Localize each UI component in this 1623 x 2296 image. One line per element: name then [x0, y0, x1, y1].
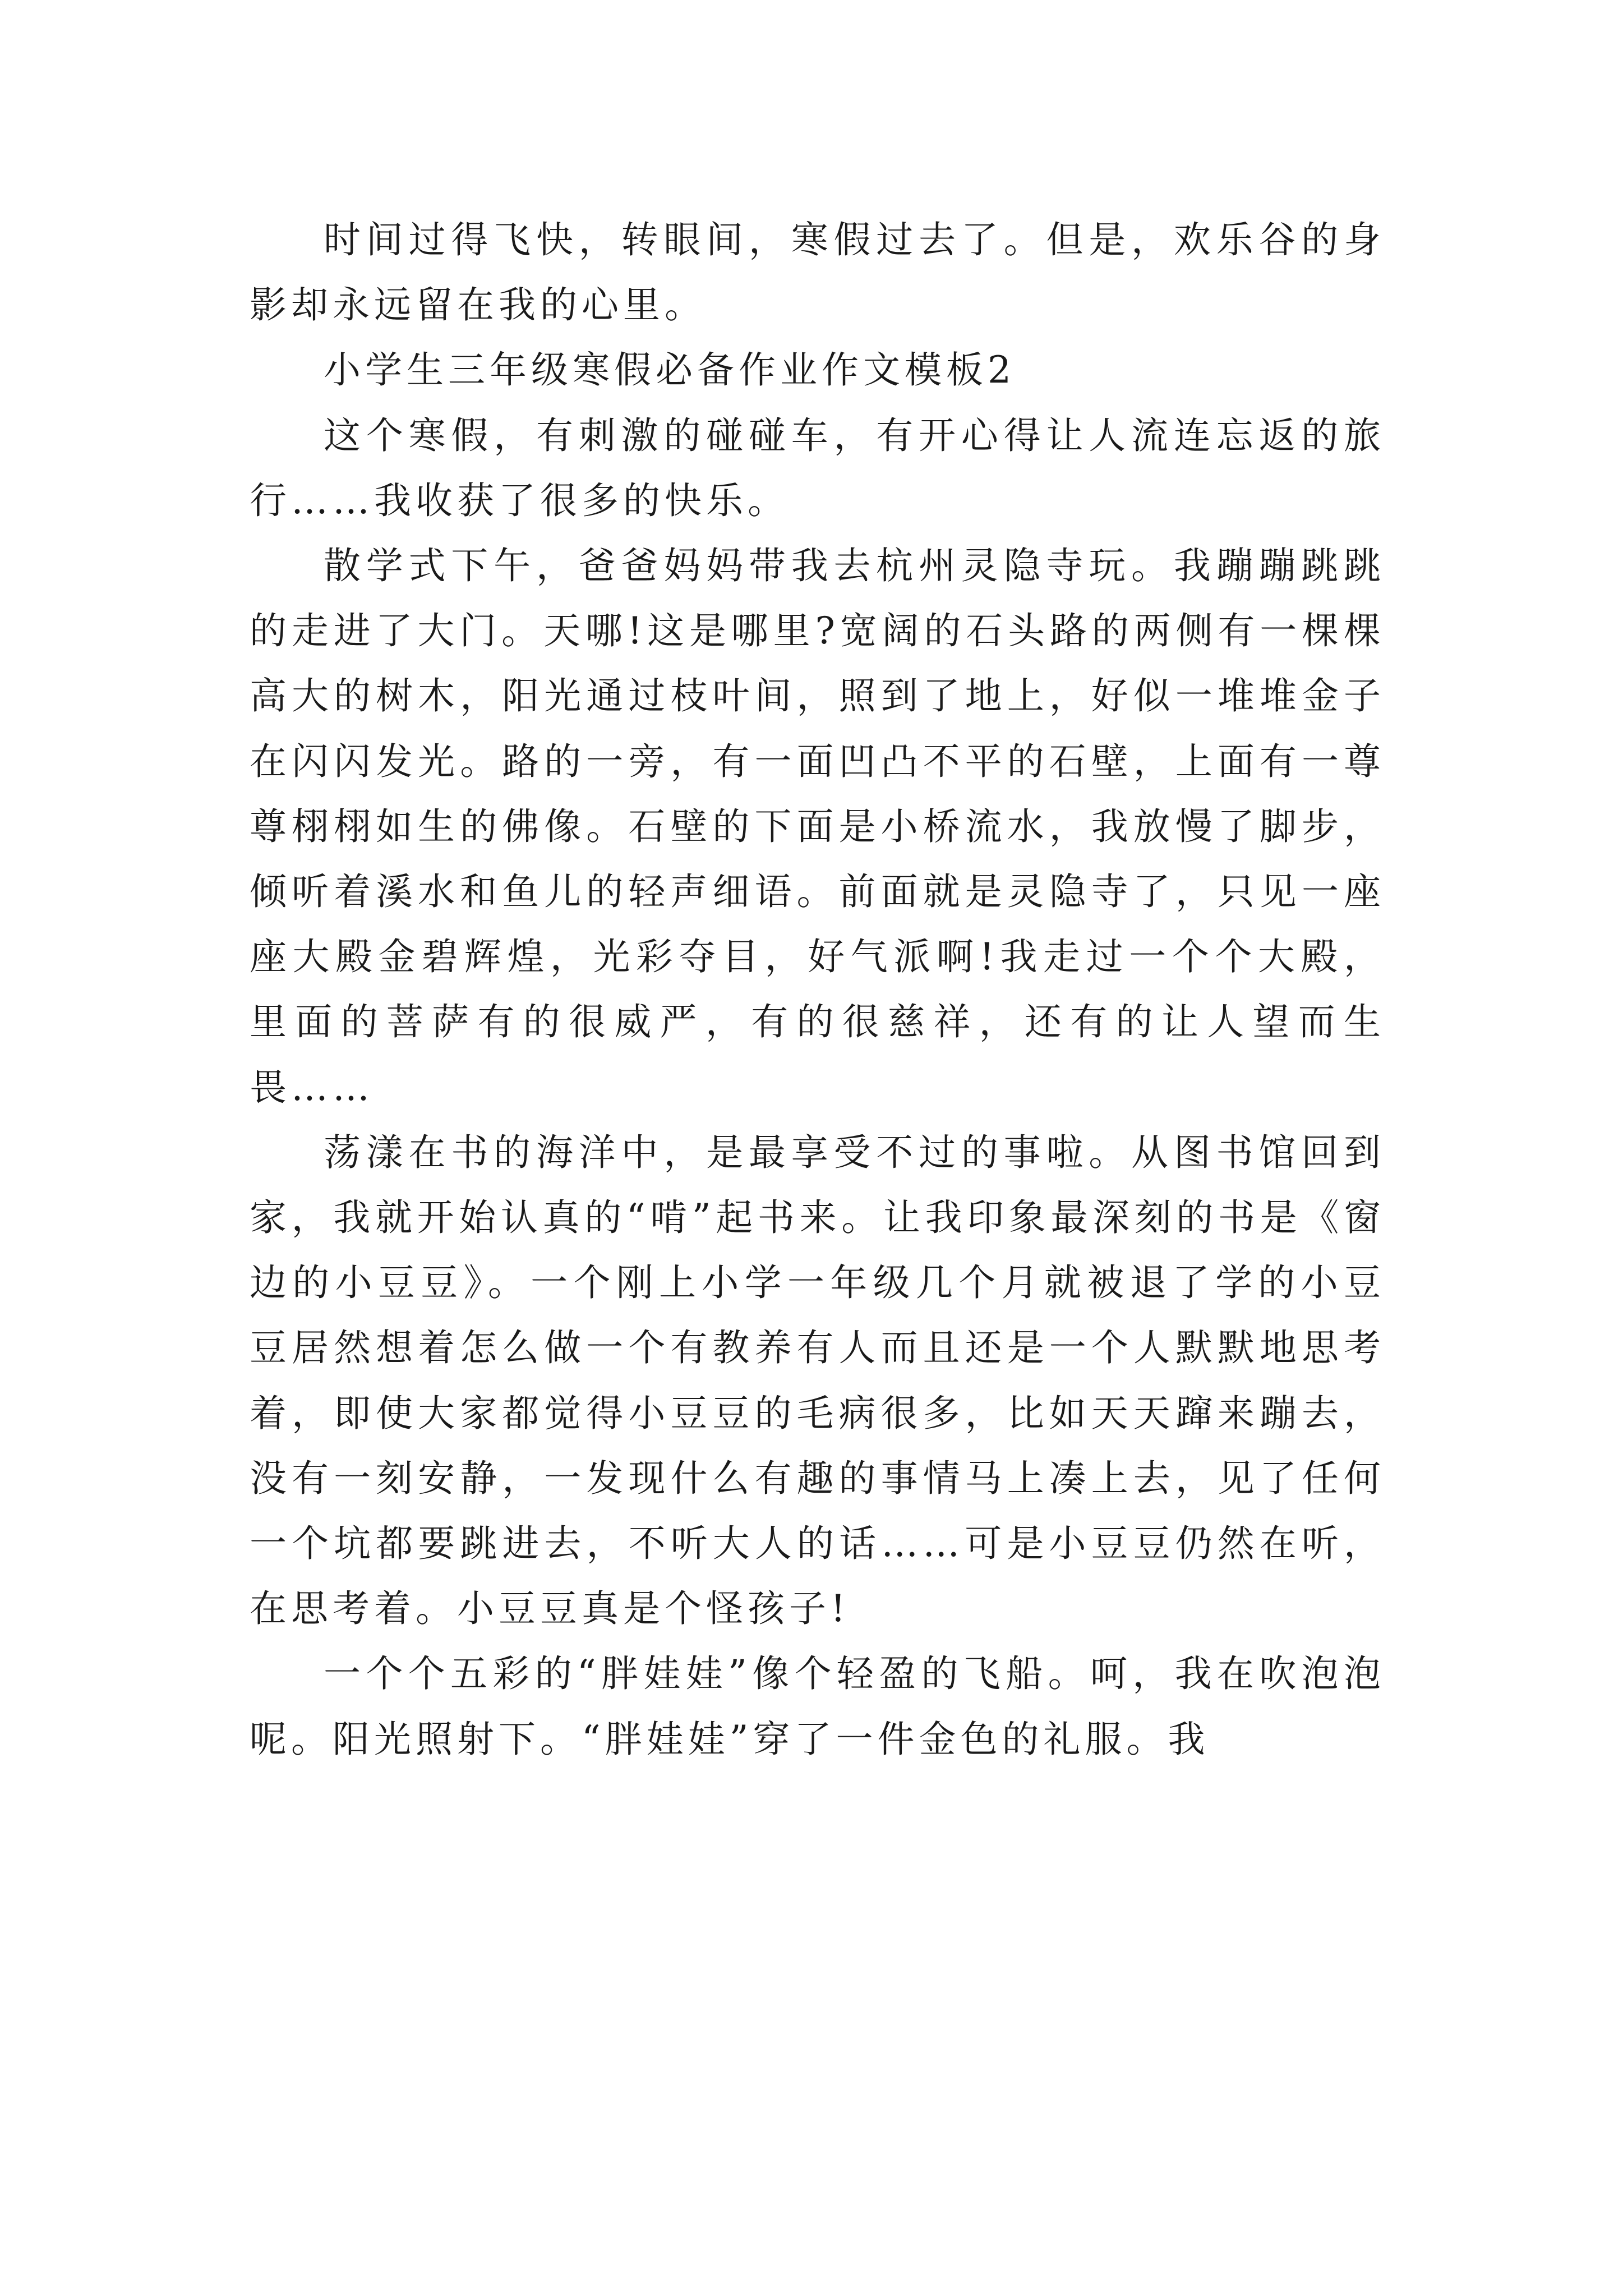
paragraph-book: 荡漾在书的海洋中，是最享受不过的事啦。从图书馆回到家，我就开始认真的“啃”起书来。让我印象最深刻的书是《窗边的小豆豆》。一个刚上小学一年级几个月就被退了学的小豆豆居然想着怎么做一个有教养有人而且还是一个人默默地思考着，即使大家都觉得小豆豆的毛病很多，比如天天蹿来蹦去，没有一刻安静，一发现什么有趣的事情马上凑上去，见了任何一个坑都要跳进去，不听大人的话……可是小豆豆仍然在听，在思考着。小豆豆真是个怪孩子!: [250, 1130, 1385, 1631]
paragraph-intro: 这个寒假，有刺激的碰碰车，有开心得让人流连忘返的旅行……我收获了很多的快乐。: [250, 413, 1385, 522]
paragraph-temple: 散学式下午，爸爸妈妈带我去杭州灵隐寺玩。我蹦蹦跳跳的走进了大门。天哪!这是哪里?宽阔的石头路的两侧有一棵棵高大的树木，阳光通过枝叶间，照到了地上，好似一堆堆金子在闪闪发光。路的一旁，有一面凹凸不平的石壁，上面有一尊尊栩栩如生的佛像。石壁的下面是小桥流水，我放慢了脚步，倾听着溪水和鱼儿的轻声细语。前面就是灵隐寺了，只见一座座大殿金碧辉煌，光彩夺目，好气派啊!我走过一个个大殿，里面的菩萨有的很威严，有的很慈祥，还有的让人望而生畏……: [250, 544, 1385, 1109]
paragraph-closing: 时间过得飞快，转眼间，寒假过去了。但是，欢乐谷的身影却永远留在我的心里。: [250, 218, 1385, 327]
document-body: [250, 208, 1385, 1772]
paragraph-bubbles: 一个个五彩的“胖娃娃”像个轻盈的飞船。呵，我在吹泡泡呢。阳光照射下。“胖娃娃”穿了一件金色的礼服。我: [250, 1652, 1385, 1761]
essay-title: 小学生三年级寒假必备作业作文模板2: [324, 348, 1016, 392]
